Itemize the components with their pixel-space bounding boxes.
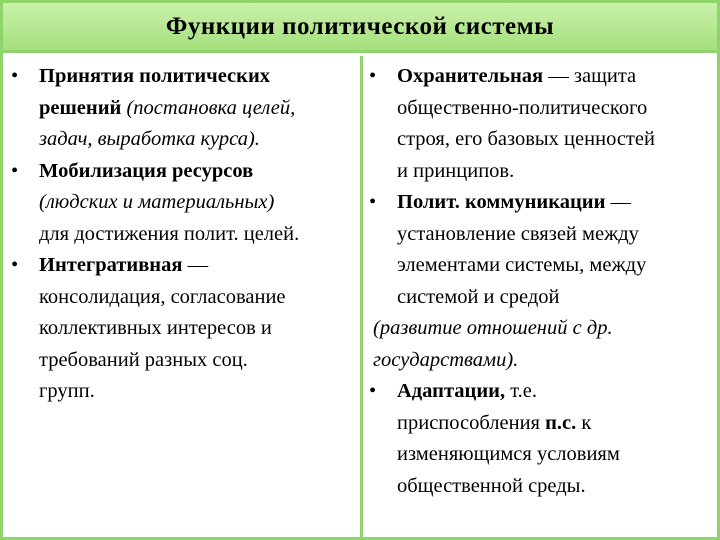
item-text: элементами системы, между	[397, 254, 647, 276]
item-text: задач, выработка курса).	[39, 128, 260, 150]
item-text: изменяющимся условиям	[397, 443, 620, 465]
item-text: (людских и материальных)	[39, 191, 275, 213]
item-text: общественно-политического	[397, 96, 648, 119]
item-heading: Охранительная	[397, 65, 544, 87]
item-heading: Принятия политических	[39, 65, 271, 87]
item-dash: —	[605, 191, 632, 213]
item-text: системой и средой	[397, 285, 560, 308]
item-text: приспособления	[397, 411, 546, 434]
function-integrative	[9, 250, 359, 408]
item-text: к	[576, 411, 592, 434]
item-text: т.е.	[505, 380, 538, 402]
bullet: •	[369, 65, 377, 87]
bullet: •	[369, 380, 377, 402]
item-text: строя, его базовых ценностей	[397, 128, 655, 150]
bullet: •	[11, 65, 19, 87]
item-heading: Мобилизация ресурсов	[39, 159, 254, 182]
item-text: групп.	[39, 380, 95, 402]
function-decision-making	[9, 61, 359, 156]
item-text: — защита	[543, 65, 637, 87]
item-heading: Полит. коммуникации	[397, 191, 606, 213]
item-text: установление связей между	[397, 222, 639, 245]
item-text: требований разных соц.	[39, 348, 248, 371]
slide-title: Функции политической системы	[165, 12, 555, 40]
column-divider	[360, 56, 363, 540]
right-column	[367, 61, 717, 502]
item-text: коллективных интересов и	[39, 317, 272, 339]
bullet: •	[369, 191, 377, 213]
item-text: государствами).	[373, 348, 519, 371]
function-protective	[367, 61, 717, 187]
function-adaptation	[367, 376, 717, 502]
item-text: и принципов.	[397, 159, 515, 182]
left-column	[9, 61, 359, 408]
item-heading-cont: решений	[39, 96, 122, 119]
function-communication	[367, 187, 717, 376]
bullet: •	[11, 159, 19, 182]
item-text: (развитие отношений с др.	[373, 317, 613, 339]
bullet: •	[11, 254, 19, 276]
item-abbrev: п.с.	[545, 411, 577, 434]
item-heading: Интегративная	[39, 254, 183, 276]
item-dash: —	[182, 254, 209, 276]
item-text: общественной среды.	[397, 474, 586, 497]
item-text: для достижения полит. целей.	[39, 222, 300, 245]
item-text: (постановка целей,	[121, 96, 296, 119]
title-bar	[3, 3, 717, 53]
function-mobilization	[9, 156, 359, 251]
item-text: консолидация, согласование	[39, 285, 286, 308]
item-heading: Адаптации,	[397, 380, 506, 402]
